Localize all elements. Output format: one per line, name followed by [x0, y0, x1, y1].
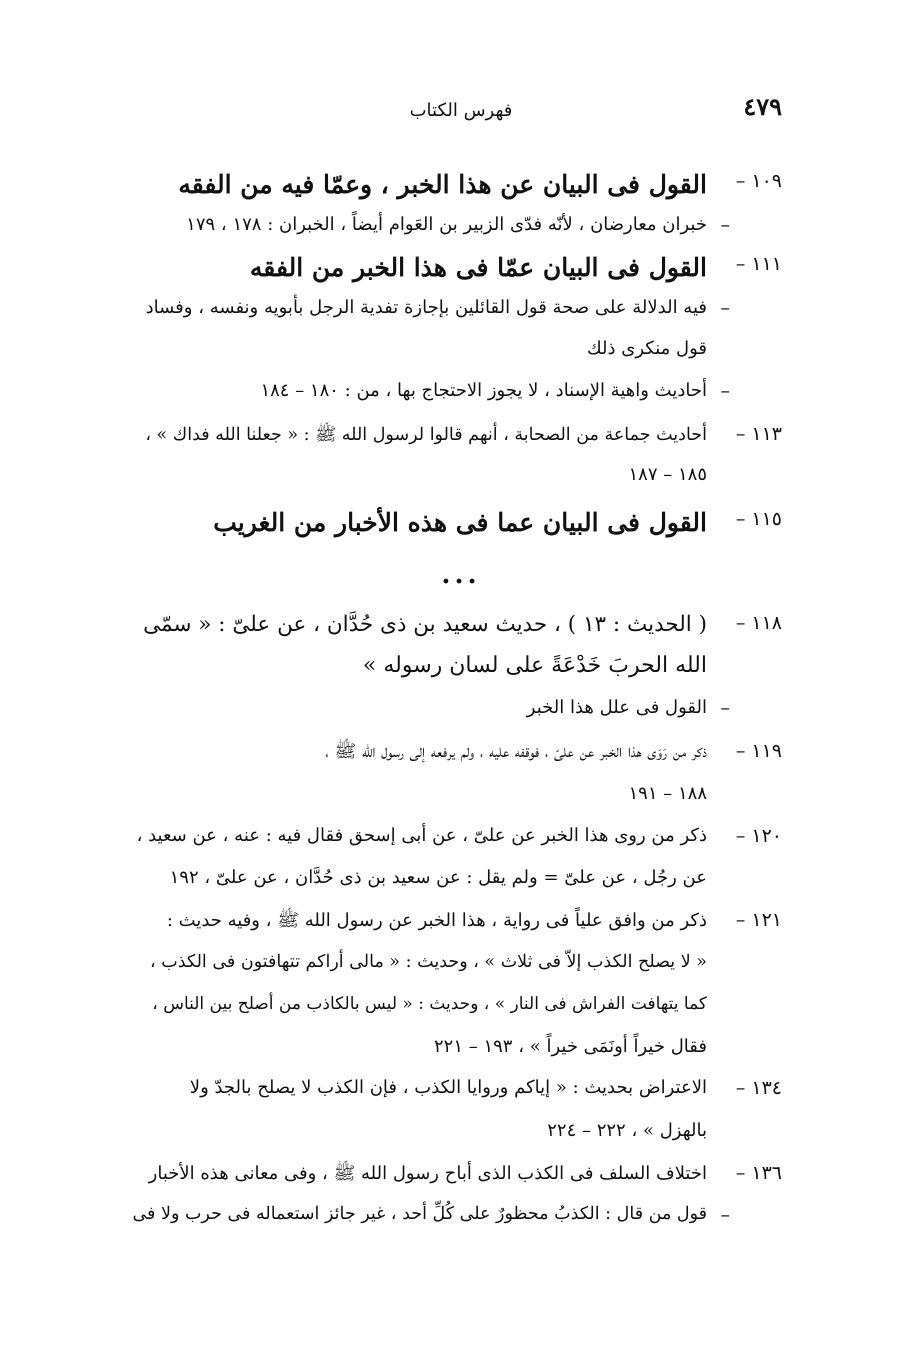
index-entry [132, 253, 782, 283]
entry-number: ١١٩ – [735, 740, 782, 762]
page-number: ٤٧٩ [743, 92, 782, 121]
index-entry [132, 1162, 782, 1188]
entry-number: ١١٥ – [735, 508, 782, 530]
index-entry [132, 1077, 782, 1103]
entry-number: ١٢١ – [735, 909, 782, 931]
entry-dash: – [720, 214, 730, 236]
index-entry [132, 612, 782, 642]
entry-continuation: ١٨٨ – ١٩١ [628, 783, 707, 804]
entry-number: ١٢٠ – [735, 825, 782, 847]
entry-continuation: عن رجُل ، عن علىّ = ولم يقل : عن سعيد بن ذى حُدَّان ، عن علىّ ، ١٩٢ [169, 867, 707, 888]
entry-continuation: ١٨٥ – ١٨٧ [628, 464, 707, 485]
entry-text: فيه الدلالة على صحة قول القائلين بإجازة تفدية الرجل بأبويه ونفسه ، وفساد [145, 297, 707, 318]
entry-number: ١٣٦ – [735, 1162, 782, 1184]
entry-dash: – [720, 697, 730, 719]
entry-number: ١٣٤ – [735, 1077, 782, 1099]
entry-dash: – [720, 1204, 730, 1226]
entry-number: ١١٣ – [735, 423, 782, 445]
index-entry [132, 380, 782, 406]
entry-continuation: فقال خيراً أونَمَى خيراً » ، ١٩٣ – ٢٢١ [433, 1036, 707, 1057]
index-entry [132, 909, 782, 935]
entry-text: اختلاف السلف فى الكذب الذى أباح رسول الله ﷺ ، وفى معانى هذه الأخبار [148, 1163, 707, 1184]
entry-number: ١١٨ – [735, 612, 782, 634]
entry-text: ذكر من رَوَى هذا الخبر عن علىّ ، فوقفه عليه ، ولم يرفعه إلى رسول الله ﷺ ، [325, 741, 707, 762]
entry-number: ١١١ – [735, 253, 782, 275]
entry-text: ذكر من وافق علياً فى رواية ، هذا الخبر عن رسول الله ﷺ ، وفيه حديث : [166, 910, 707, 931]
entry-heading: القول فى البيان عما فى هذه الأخبار من الغريب [213, 508, 707, 537]
entry-text: ذكر من روى هذا الخبر عن علىّ ، عن أبى إسحق فقال فيه : عنه ، عن سعيد ، [136, 825, 707, 846]
running-head-title: فهرس الكتاب [409, 100, 513, 121]
entry-continuation: بالهزل » ، ٢٢٢ – ٢٢٤ [547, 1120, 707, 1141]
entry-text: الاعتراض بحديث : « إياكم وروايا الكذب ، فإن الكذب لا يصلح بالجدّ ولا [189, 1077, 707, 1098]
index-entry [132, 214, 782, 240]
index-entry [132, 170, 782, 200]
entry-dash: – [720, 297, 730, 319]
entry-continuation: كما يتهافت الفراش فى النار » ، وحديث : « ليس بالكاذب من أصلح بين الناس ، [152, 994, 707, 1014]
index-entry [132, 508, 782, 538]
index-entry [132, 423, 782, 449]
entry-dash: – [720, 380, 730, 402]
entry-text: أحاديث جماعة من الصحابة ، أنهم قالوا لرسول الله ﷺ : « جعلنا الله فداك » ، [145, 425, 707, 445]
entry-continuation: قول منكرى ذلك [586, 338, 707, 359]
entry-text: أحاديث واهية الإسناد ، لا يجوز الاحتجاج بها ، من : ١٨٠ – ١٨٤ [260, 380, 707, 401]
entry-number: ١٠٩ – [735, 170, 782, 192]
entry-heading: القول فى البيان عمّا فى هذا الخبر من الفقه [249, 253, 707, 282]
index-entry [132, 740, 782, 766]
entry-text: خبران معارضان ، لأنّه فدّى الزبير بن العَوام أيضاً ، الخبران : ١٧٨ ، ١٧٩ [186, 214, 707, 235]
index-entry [132, 697, 782, 723]
entry-continuation: الله الحربَ خَدْعَةً على لسان رسوله » [362, 653, 707, 678]
index-entry [132, 297, 782, 323]
index-entry [132, 1204, 782, 1230]
entry-heading: ( الحديث : ١٣ ) ، حديث سعيد بن ذى حُدَّان ، عن علىّ : « سمّى [143, 612, 707, 637]
entry-continuation: « لا يصلح الكذب إلاّ فى ثلاث » ، وحديث : « مالى أراكم تتهافتون فى الكذب ، [150, 952, 707, 972]
index-entry [132, 825, 782, 851]
entry-text: قول من قال : الكذبُ محظورٌ على كُلِّ أحد ، غير جائز استعماله فى حرب ولا فى [132, 1204, 707, 1224]
entry-heading: القول فى البيان عن هذا الخبر ، وعمّا فيه من الفقه [178, 170, 707, 199]
ellipsis-separator: ... [441, 560, 481, 590]
entry-text: القول فى علل هذا الخبر [526, 697, 707, 718]
